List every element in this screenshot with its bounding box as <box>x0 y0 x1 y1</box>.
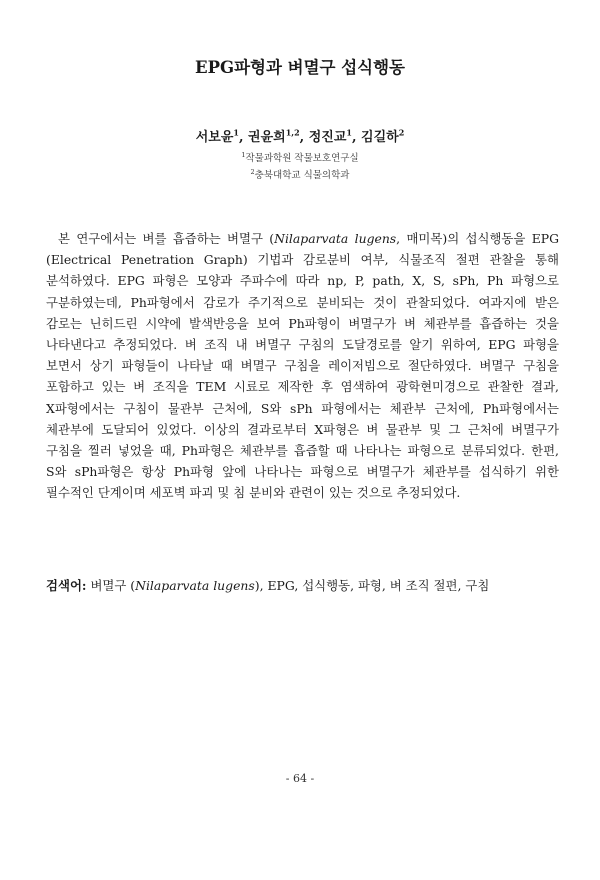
author-affiliation-mark: 1 <box>346 127 352 138</box>
abstract-text-start: 본 연구에서는 벼를 흡즙하는 벼멸구 ( <box>58 231 275 246</box>
keywords-label: 검색어: <box>46 578 87 593</box>
author-name: 정진교 <box>308 130 347 145</box>
keyword-species-name: Nilaparvata lugens <box>135 578 255 593</box>
author-affiliation-mark: 2 <box>398 127 405 138</box>
abstract-paragraph <box>46 228 559 504</box>
affiliation-text: 작물과학원 작물보호연구실 <box>245 153 359 164</box>
page-number: - 64 - <box>285 772 315 785</box>
author-name: 김길하 <box>361 130 399 145</box>
author-name: 서보윤 <box>195 130 234 145</box>
author-list: 서보윤$^1$, 권윤희$^{1,2}$, 정진교$^1$, 김길하$^2$ <box>195 127 405 145</box>
keywords-text-start: 벼멸구 ( <box>90 578 136 593</box>
affiliation-1 <box>0 150 600 164</box>
affiliation-2 <box>0 167 600 181</box>
author-name: 권윤희 <box>248 130 286 145</box>
keywords-text-end: ), EPG, 섭식행동, 파형, 벼 조직 절편, 구침 <box>254 578 490 593</box>
author-affiliation-mark: 1 <box>233 127 239 138</box>
affiliation-mark: 2 <box>250 167 255 176</box>
keywords-line <box>46 575 559 596</box>
affiliation-text: 충북대학교 식물의학과 <box>254 170 350 181</box>
author-affiliation-mark: 1,2 <box>285 127 300 138</box>
species-name: Nilaparvata lugens <box>274 231 397 246</box>
paper-title: EPG파형과 벼멸구 섭식행동 <box>195 58 405 77</box>
affiliation-mark: 1 <box>241 150 246 159</box>
abstract-text-body: , 매미목)의 섭식행동을 EPG (Electrical Penetration Graph) 기법과 감로분비 여부, 식물조직 절편 관찰을 통해 분석하였다. EPG 파형은 모양과 주파수에 따라 np, P, path, X, S, sPh, Ph 파형으로 구분하였는데, Ph파형에서 감로가 주기적으로 분비되는 것이 관찰되었다. 여과지에 받은 감로는 닌히드린 시약에 발색반응을 보여 Ph파형이 벼멸구가 벼 체관부를 흡즙하는 것을 나타낸다고 추정되었다. 벼 조직 내 벼멸구 구침의 도달경로를 알기 위하여, EPG 파형을 보면서 상기 파형들이 나타날 때 벼멸구 구침을 레이저빔으로 절단하였다. 벼멸구 구침을 포함하고 있는 벼 조직을 TEM 시료로 제작한 후 염색하여 광학현미경으로 관찰한 결과, X파형에서는 구침이 물관부 근처에, S와 sPh 파형에서는 체관부 근처에, Ph파형에서는 체관부에 도달되어 있었다. 이상의 결과로부터 X파형은 벼 물관부 및 그 근처에 벼멸구가 구침을 찔러 넣었을 때, Ph파형은 체관부를 흡즙할 때 나타나는 파형으로 분류되었다. 한편, S와 sPh파형은 항상 Ph파형 앞에 나타나는 파형으로 벼멸구가 체관부를 섭식하기 위한 필수적인 단계이며 세포벽 파괴 및 침 분비와 관련이 있는 것으로 추정되었다. <box>46 231 559 501</box>
